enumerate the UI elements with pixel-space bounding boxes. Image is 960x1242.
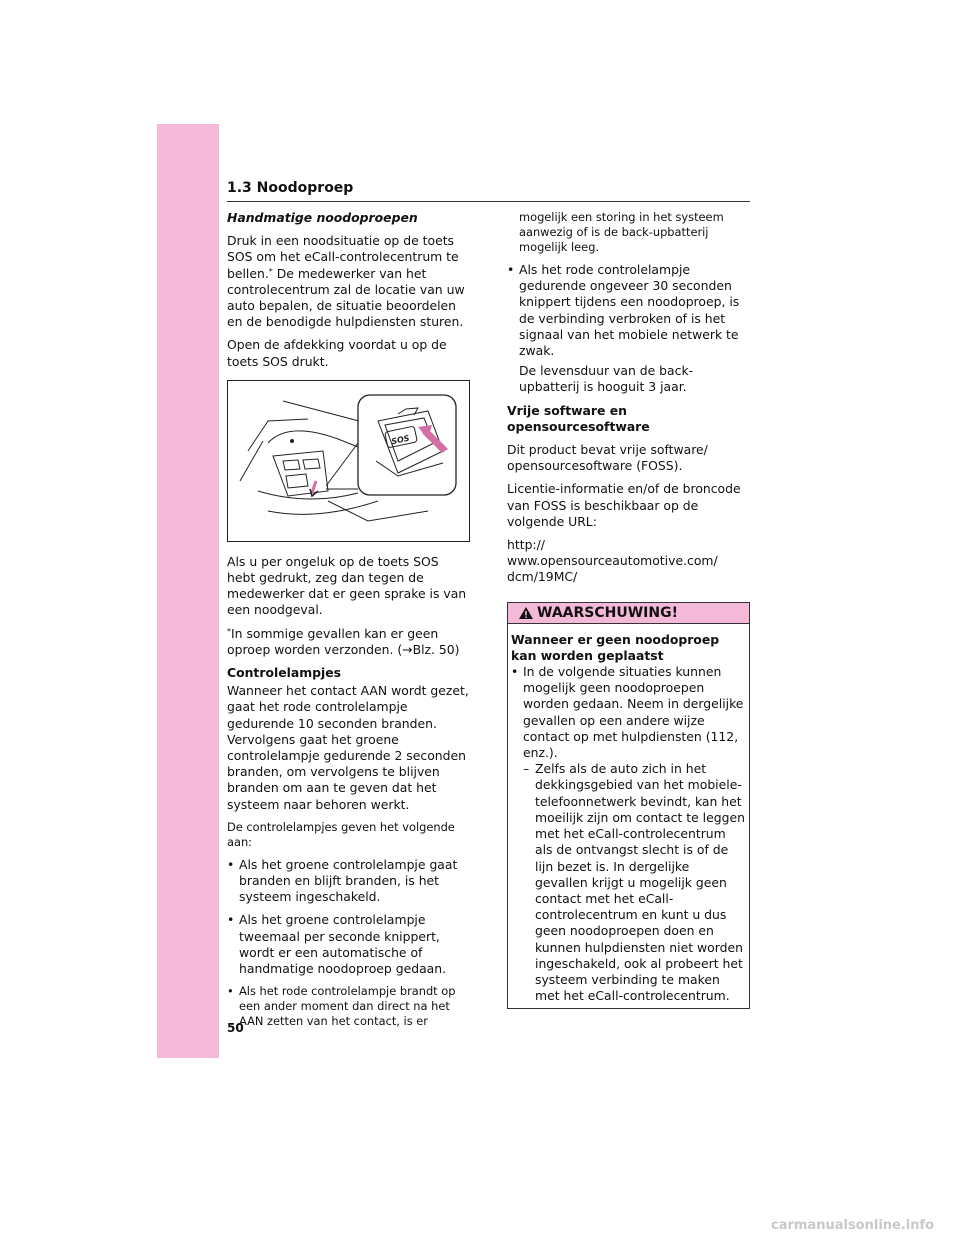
battery-life-note: De levensduur van de back-upbatterij is hooguit 3 jaar. bbox=[519, 363, 694, 395]
paragraph-sos: Druk in een noodsituatie op de toets SOS om het eCall-controlecentrum te bellen.* De medewerker van het controlecentrum zal de locatie van uw auto bepalen, de situatie beoordelen en de benodigde hulpdiensten sturen. bbox=[227, 233, 465, 330]
section-header bbox=[227, 179, 750, 202]
left-column bbox=[227, 210, 470, 1036]
footnote: *In sommige gevallen kan er geen oproep worden verzonden. (→Blz. 50) bbox=[227, 625, 460, 657]
continued-text: mogelijk een storing in het systeem aanwezig of is de back-upbatterij mogelijk leeg. bbox=[519, 210, 724, 254]
list-item: • Als het groene controlelampje tweemaal per seconde knippert, wordt er een automatische of handmatige noodoproep gedaan. bbox=[227, 912, 447, 977]
warning-subtitle: Wanneer er geen noodoproep kan worden geplaatst bbox=[511, 631, 720, 663]
list-item: • Als het rode controlelampje gedurende ongeveer 30 seconden knippert tijdens een noodoproep, is de verbinding verbroken of is het signaal van het mobiele netwerk te zwak. bbox=[507, 262, 740, 359]
paragraph-open-cover: Open de afdekking voordat u op de toets SOS drukt. bbox=[227, 337, 447, 369]
overhead-console-drawing bbox=[228, 381, 469, 541]
foss-url: http:// www.opensourceautomotive.com/ dcm/19MC/ bbox=[507, 537, 718, 585]
sos-button-illustration bbox=[227, 380, 470, 542]
list-item: • Als het rode controlelampje brandt op een ander moment dan direct na het AAN zetten van het contact, is er bbox=[227, 984, 456, 1029]
warning-triangle-icon bbox=[518, 606, 534, 620]
list-item: – Zelfs als de auto zich in het dekkingsgebied van het mobiele-telefoonnetwerk bevindt, kan het moeilijk zijn om contact te leggen met het eCall-controlecentrum als de ontvangst slecht is of de lijn bezet is. In dergelijke gevallen krijgt u mogelijk geen contact met het eCall-controlecentrum en kunt u dus geen noodoproepen doen en kunnen hulpdiensten niet worden ingeschakeld, ook al probeert het systeem verbinding te maken met het eCall-controlecentrum. bbox=[523, 761, 745, 1004]
list-item: • Als het groene controlelampje gaat branden en blijft branden, is het systeem ingeschakeld. bbox=[227, 856, 458, 905]
sos-label: SOS bbox=[390, 433, 411, 447]
paragraph-foss: Dit product bevat vrije software/ opensourcesoftware (FOSS). bbox=[507, 442, 708, 474]
section-tab bbox=[157, 124, 219, 1058]
paragraph-accidental-press: Als u per ongeluk op de toets SOS hebt gedrukt, zeg dan tegen de medewerker dat er geen sprake is van een noodgeval. bbox=[227, 553, 467, 618]
heading-indicator-lamps: Controlelampjes bbox=[227, 665, 342, 681]
list-item: • In de volgende situaties kunnen mogelijk geen noodoproepen worden gedaan. Neem in dergelijke gevallen op een andere wijze contact op met hulpdiensten (112, enz.). bbox=[511, 664, 744, 761]
warning-title: WAARSCHUWING! bbox=[537, 604, 678, 621]
paragraph-license: Licentie-informatie en/of de broncode van FOSS is beschikbaar op de volgende URL: bbox=[507, 481, 741, 529]
section-title: 1.3 Noodoproep bbox=[227, 180, 354, 196]
warning-header bbox=[508, 603, 749, 624]
right-column bbox=[507, 210, 750, 1009]
paragraph-ignition: Wanneer het contact AAN wordt gezet, gaat het rode controlelampje gedurende 10 seconden branden. Vervolgens gaat het groene controlelampje gedurende 2 seconden branden, om vervolgens te blijven branden om aan te geven dat het systeem naar behoren werkt. bbox=[227, 683, 469, 812]
warning-body bbox=[508, 624, 749, 1009]
heading-foss: Vrije software en opensourcesoftware bbox=[507, 402, 650, 434]
page-number: 50 bbox=[227, 1021, 244, 1035]
watermark: carmanualsonline.info bbox=[771, 1218, 935, 1233]
warning-box bbox=[507, 602, 750, 1010]
heading-manual-calls: Handmatige noodoproepen bbox=[227, 210, 418, 225]
paragraph-lamp-meaning: De controlelampjes geven het volgende aan: bbox=[227, 819, 455, 849]
footnote-marker: * bbox=[268, 266, 273, 276]
